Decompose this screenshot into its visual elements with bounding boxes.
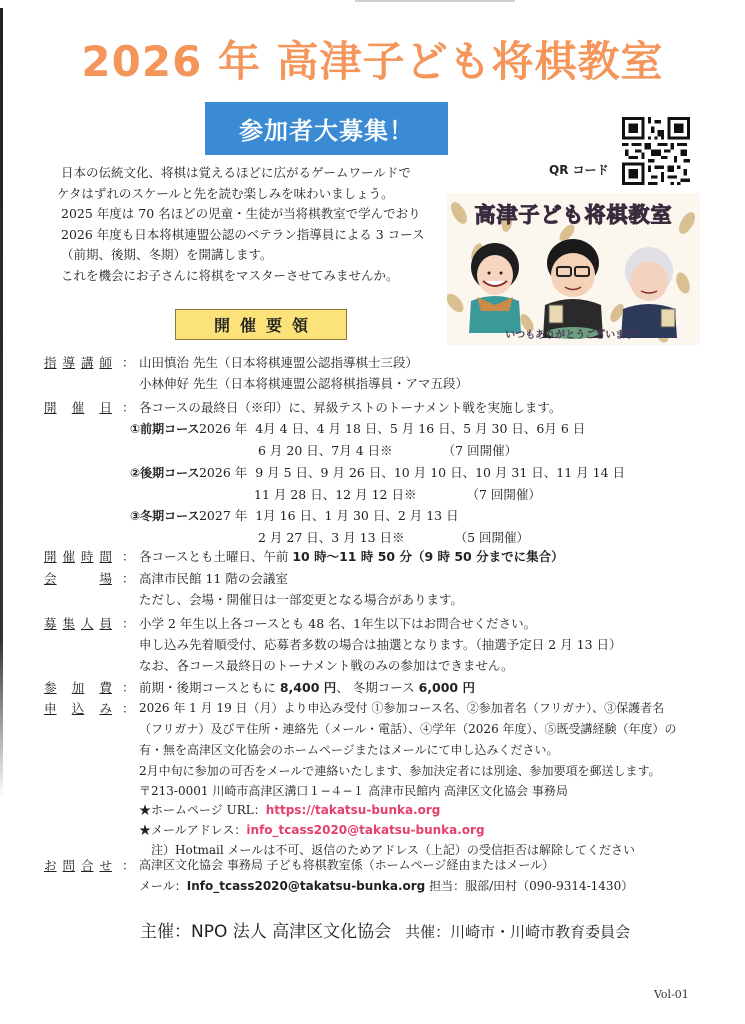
person-1 [469, 243, 521, 333]
illustration-title: 高津子ども将棋教室 [474, 203, 673, 227]
scan-edge [0, 8, 3, 798]
qr-code-icon[interactable] [622, 115, 690, 187]
sponsor-line [140, 917, 630, 942]
intro-text [57, 163, 441, 286]
person-3 [621, 247, 677, 338]
intro-line: 2025 年度は 70 名ほどの児童・生徒が当将棋教室で学んでおり [61, 206, 421, 221]
dates-intro: 各コースの最終日（※印）に、昇級テストのトーナメント戦を実施します。 [139, 400, 562, 415]
apply-label: 申 込 み [44, 701, 112, 716]
email-link[interactable]: info_tcass2020@takatsu-bunka.org [246, 823, 485, 837]
intro-line: 日本の伝統文化、将棋は覚えるほどに広がるゲームワールドで [61, 165, 411, 180]
homepage-link[interactable]: https://takatsu-bunka.org [265, 803, 441, 817]
host-organizer: 主催：NPO 法人 高津区文化協会 [140, 922, 392, 942]
intro-line: これを機会にお子さんに将棋をマスターさせてみませんか。 [61, 267, 399, 283]
course-item: ②後期コース 2026 年 9 月 5 日、9 月 26 日、10 月 10 日、10 月 31 日、11 月 14 日 11 月 28 日、12 月 12 日※ （7 回開催） [130, 465, 626, 502]
volume-number: Vol-01 [654, 988, 689, 1001]
section-title: 開催要領 [175, 309, 347, 340]
qr-label: QR コード [549, 163, 609, 177]
instructors-label: 指 導 講 師 [44, 355, 112, 370]
person-2 [543, 239, 603, 339]
scan-artifact [355, 0, 515, 2]
instructors-value: 山田慎治 先生（日本将棋連盟公認指導棋士三段） 小林伸好 先生（日本将棋連盟公認将棋指導員・アマ五段） [139, 355, 468, 391]
dates-label: 開 催 日 [44, 400, 112, 415]
intro-line: （前期、後期、冬期）を開講します。 [61, 247, 273, 262]
course-item: ③冬期コース 2027 年 1月 16 日、1 月 30 日、2 月 13 日 2 月 27 日、3 月 13 日※ （5 回開催） [130, 508, 529, 545]
course-item: ①前期コース 2026 年 4月 4 日、4 月 18 日、5 月 16 日、5 月 30 日、6月 6 日 6 月 20 日、7月 4 日※ （7 回開催） [130, 421, 586, 458]
recruit-banner: 参加者大募集！ [205, 102, 448, 155]
fee-label: 参 加 費 [44, 680, 112, 695]
capacity-label: 募 集 人 員 [44, 616, 112, 631]
time-label: 開 催 時 間 [44, 549, 112, 564]
illustration-footer: いつもありがとうございます♪ [505, 330, 642, 341]
inquiry-email[interactable]: Info_tcass2020@takatsu-bunka.org [186, 879, 426, 893]
inquiry-label: お 問 合 せ [44, 858, 112, 873]
venue-label: 会 場 [44, 571, 112, 586]
intro-line: ケタはずれのスケールと先を読む楽しみを味わいましょう。 [57, 185, 394, 201]
intro-line: 2026 年度も日本将棋連盟公認のベテラン指導員による 3 コース [61, 226, 425, 242]
page-title: 2026 年 高津子ども将棋教室 [81, 37, 664, 86]
caricature-illustration [447, 193, 700, 345]
co-organizer: 共催：川崎市・川崎市教育委員会 [405, 923, 631, 941]
